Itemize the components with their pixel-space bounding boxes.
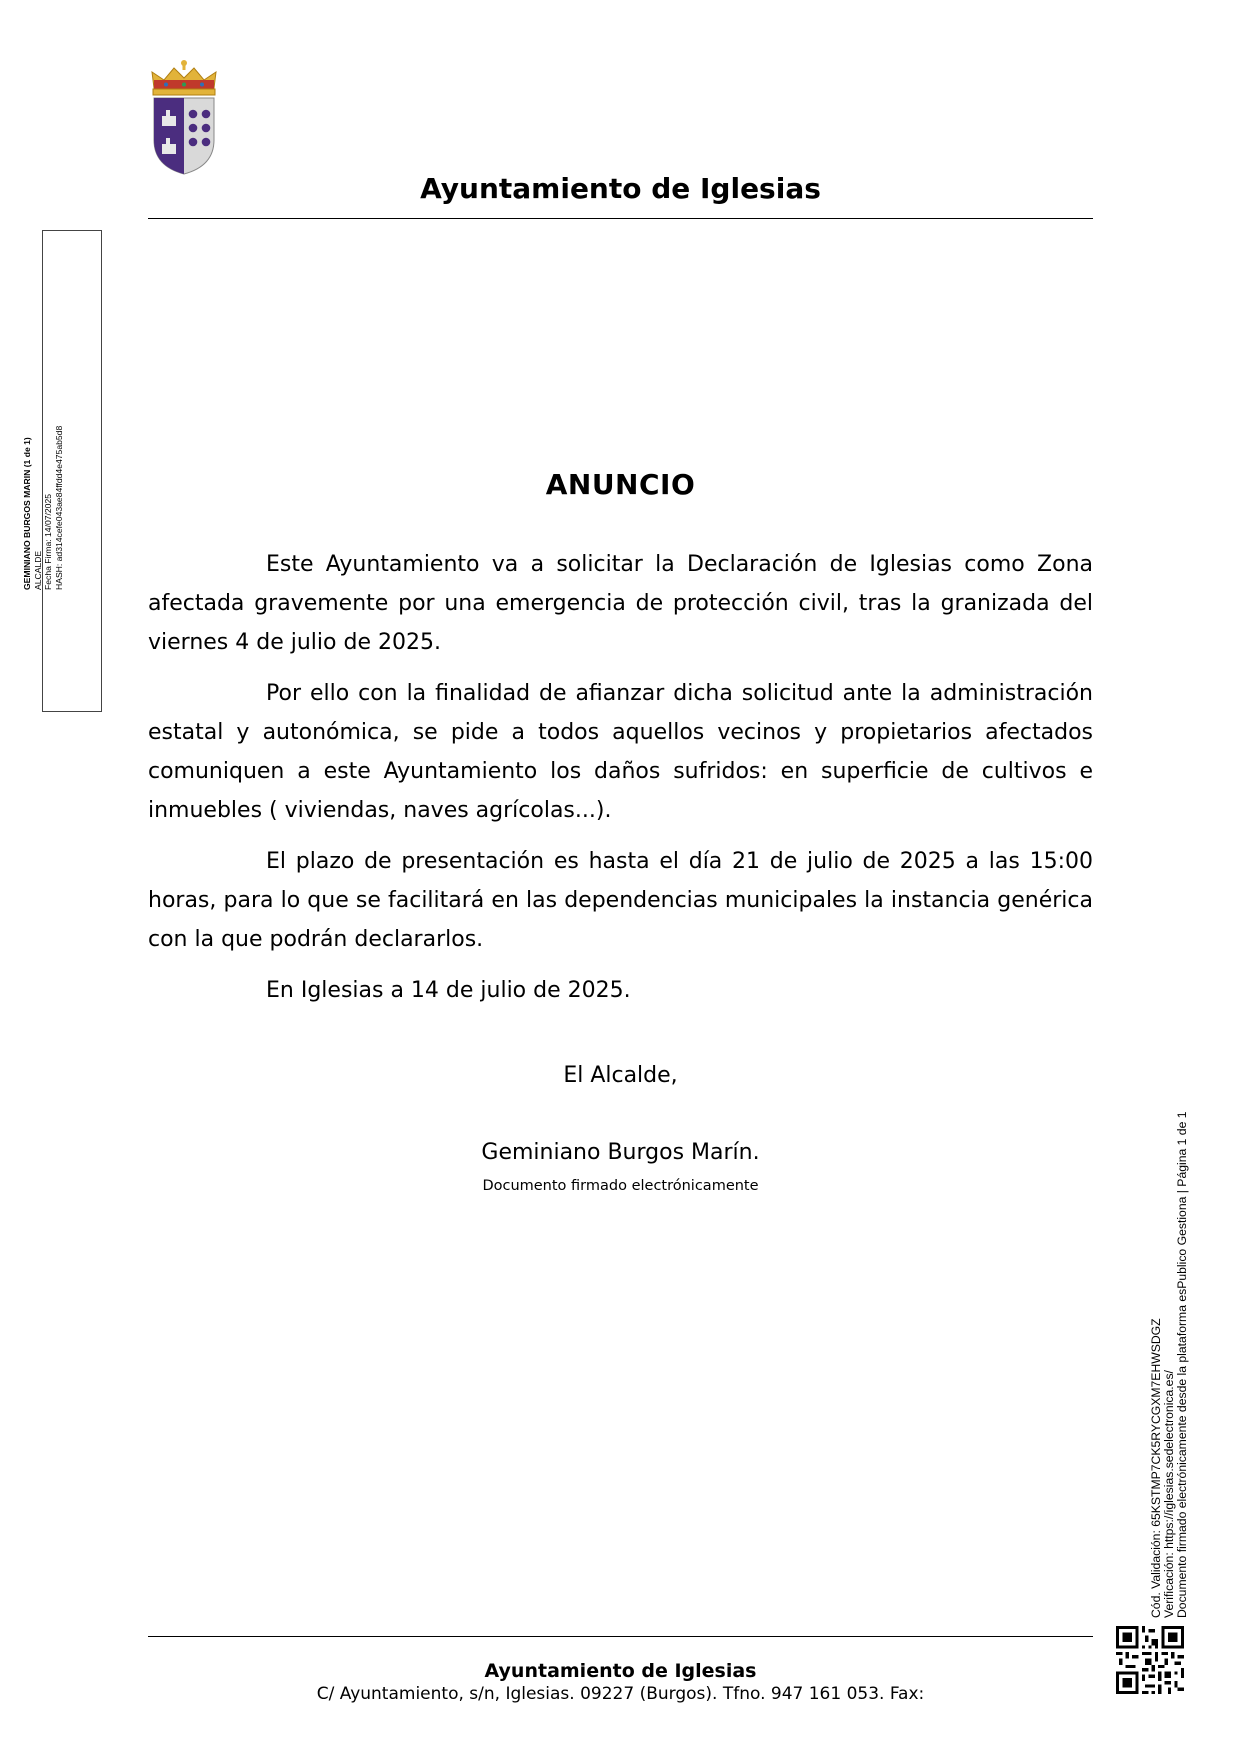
coat-of-arms-icon [148, 58, 220, 176]
signature-name: GEMINIANO BURGOS MARIN (1 de 1) [22, 437, 32, 590]
signed-note: Documento firmado electrónicamente [482, 1178, 759, 1194]
place-date: En Iglesias a 14 de julio de 2025. [266, 978, 631, 1003]
header-title: Ayuntamiento de Iglesias [420, 172, 821, 205]
verification-block [1150, 1098, 1190, 1618]
document-title: ANUNCIO [545, 468, 696, 501]
body-paragraph: Este Ayuntamiento va a solicitar la Declaración de Iglesias como Zona afectada gravemente por una emergencia de protección civil, tras la granizada del viernes 4 de julio de 2025. [148, 552, 1093, 655]
document-body [148, 545, 1093, 1022]
signature-role: ALCALDE [32, 550, 43, 590]
body-paragraph: Por ello con la finalidad de afianzar dicha solicitud ante la administración estatal y autonómica, se pide a todos aquellos vecinos y propietarios afectados comuniquen a este Ayuntamiento los daños sufridos: en superficie de cultivos e inmuebles ( viviendas, naves agrícolas...). [148, 681, 1093, 823]
signature-date: Fecha Firma: 14/07/2025 [43, 493, 54, 590]
verification-url: Verificación: https://iglesias.sedelectronica.es/ [1162, 1370, 1177, 1618]
signature-stamp [22, 390, 64, 590]
header-divider [148, 218, 1093, 219]
signer-name: Geminiano Burgos Marín. [481, 1140, 760, 1165]
closing: El Alcalde, [563, 1063, 678, 1088]
body-paragraph: El plazo de presentación es hasta el día 21 de julio de 2025 a las 15:00 horas, para lo que se facilitará en las dependencias municipales la instancia genérica con la que podrán declararlos. [148, 849, 1093, 952]
verification-code: Cód. Validación: 65KSTMP7CK5RYCGXM7EHWSDGZ [1149, 1318, 1163, 1618]
footer-address: C/ Ayuntamiento, s/n, Iglesias. 09227 (Burgos). Tfno. 947 161 053. Fax: [316, 1684, 925, 1704]
qr-code-icon [1116, 1626, 1184, 1694]
footer-name: Ayuntamiento de Iglesias [484, 1660, 757, 1682]
verification-platform: Documento firmado electrónicamente desde la plataforma esPublico Gestiona | Página 1 de 1 [1175, 1111, 1190, 1618]
signature-hash: HASH: ad314cefe043ae84ffdd4e475ab5d8 [53, 425, 64, 590]
footer-divider [148, 1636, 1093, 1637]
